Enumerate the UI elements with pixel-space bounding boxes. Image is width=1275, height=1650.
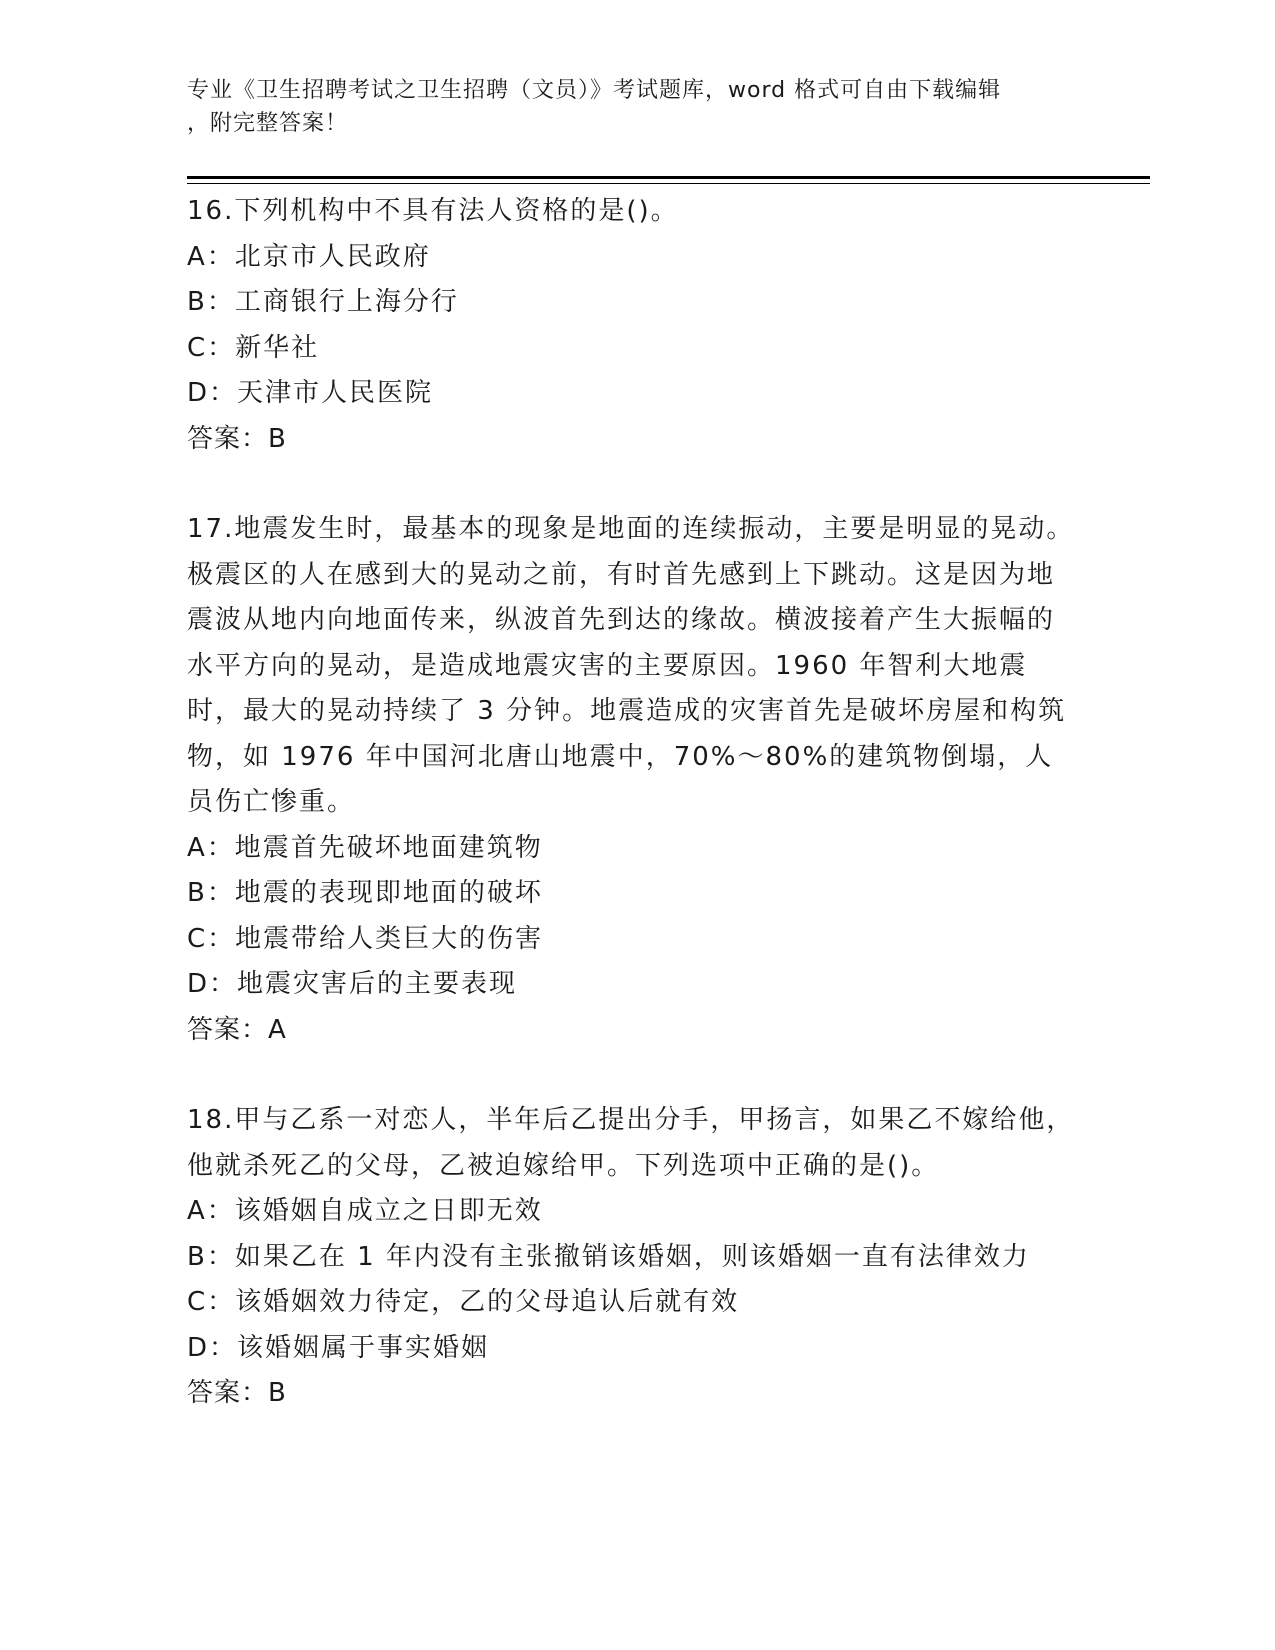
document-header (187, 74, 1067, 140)
answer-line: 答案：B (187, 423, 287, 454)
answer-line: 答案：A (187, 1014, 287, 1045)
header-line-1: 专业《卫生招聘考试之卫生招聘（文员）》考试题库，word 格式可自由下载编辑 (187, 78, 1002, 103)
option-d: D：地震灾害后的主要表现 (187, 969, 518, 999)
question-16 (187, 189, 1077, 462)
question-18 (187, 1098, 1077, 1417)
option-a: A：地震首先破坏地面建筑物 (187, 832, 543, 863)
option-b: B：地震的表现即地面的破坏 (187, 878, 543, 908)
option-b: B：工商银行上海分行 (187, 287, 459, 317)
header-rule-thin (187, 183, 1150, 184)
question-stem: 16.下列机构中不具有法人资格的是()。 (187, 196, 679, 226)
option-a: A：北京市人民政府 (187, 241, 431, 272)
question-17 (187, 507, 1077, 1053)
option-c: C：该婚姻效力待定，乙的父母追认后就有效 (187, 1287, 740, 1317)
option-a: A：该婚姻自成立之日即无效 (187, 1196, 543, 1226)
option-c: C：新华社 (187, 332, 320, 363)
option-c: C：地震带给人类巨大的伤害 (187, 923, 544, 954)
header-line-2: ，附完整答案！ (187, 111, 349, 136)
question-stem: 18.甲与乙系一对恋人，半年后乙提出分手，甲扬言，如果乙不嫁给他，他就杀死乙的父母，乙被迫嫁给甲。下列选项中正确的是()。 (187, 1105, 1075, 1181)
option-d: D：该婚姻属于事实婚姻 (187, 1332, 490, 1363)
option-b: B：如果乙在 1 年内没有主张撤销该婚姻，则该婚姻一直有法律效力 (187, 1241, 1030, 1272)
answer-line: 答案：B (187, 1378, 287, 1408)
question-list (187, 189, 1077, 1417)
option-d: D：天津市人民医院 (187, 378, 434, 408)
question-stem: 17.地震发生时，最基本的现象是地面的连续振动，主要是明显的晃动。极震区的人在感到大的晃动之前，有时首先感到上下跳动。这是因为地震波从地内向地面传来，纵波首先到达的缘故。横波接着产生大振幅的水平方向的晃动，是造成地震灾害的主要原因。1960 年智利大地震时，最大的晃动持续了 3 分钟。地震造成的灾害首先是破坏房屋和构筑物，如 1976 年中国河北唐山地震中，70%～80%的建筑物倒塌，人员伤亡惨重。 (187, 514, 1075, 817)
header-rule-thick (187, 176, 1150, 179)
